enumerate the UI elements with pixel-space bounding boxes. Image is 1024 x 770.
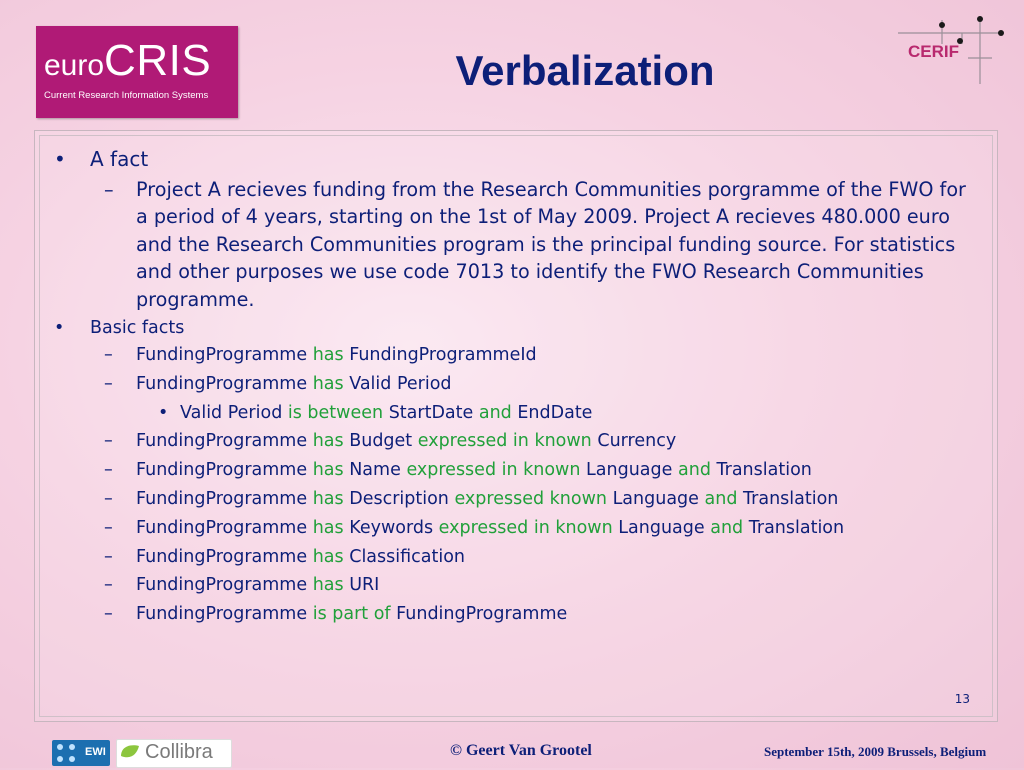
list-item: – FundingProgramme has Description expressed known Language and Translation xyxy=(40,485,992,514)
list-item: – FundingProgramme has Classification xyxy=(40,543,992,572)
list-item: – FundingProgramme has Valid Period xyxy=(40,370,992,399)
ewi-logo xyxy=(52,740,110,766)
eurocris-logo xyxy=(36,26,238,118)
list-item: – FundingProgramme has Budget expressed in known Currency xyxy=(40,427,992,456)
slide-title: Verbalization xyxy=(455,47,715,94)
bullet-icon: • xyxy=(158,402,169,423)
dash-icon: – xyxy=(104,373,113,394)
footer-date-place: September 15th, 2009 Brussels, Belgium xyxy=(764,744,987,759)
bullet-icon: • xyxy=(54,318,65,339)
cerif-logo-text: CERIF xyxy=(908,42,959,61)
dash-icon: – xyxy=(104,604,113,625)
list-item-sub: • Valid Period is between StartDate and EndDate xyxy=(40,399,992,428)
dash-icon: – xyxy=(104,178,114,201)
content-panel xyxy=(34,130,998,722)
dash-icon: – xyxy=(104,517,113,538)
ewi-logo-text: EWI xyxy=(85,746,106,758)
list-item: – FundingProgramme has Keywords expressed in known Language and Translation xyxy=(40,514,992,543)
dash-icon: – xyxy=(104,345,113,366)
list-item-fact-text: – Project A recieves funding from the Research Communities porgramme of the FWO for a period of 4 years, starting on the 1st of May 2009. Project A recieves 480.000 euro and the Research Communities program is the principal funding source. For statistics and other purposes we use code 7013 to identify the FWO Research Communities programme. xyxy=(104,178,966,311)
content-inner-frame xyxy=(39,135,993,717)
dash-icon: – xyxy=(104,546,113,567)
dash-icon: – xyxy=(104,489,113,510)
eurocris-logo-text: euroCRIS xyxy=(44,36,212,85)
bullet-icon: • xyxy=(54,147,66,171)
page-number: 13 xyxy=(954,692,970,706)
list-item-fact: • A fact xyxy=(54,147,149,171)
list-item-basic-facts: • Basic facts xyxy=(40,316,992,341)
collibra-logo-text: Collibra xyxy=(145,741,213,763)
list-item: – FundingProgramme is part of FundingProgramme xyxy=(40,600,992,629)
list-item: – FundingProgramme has Name expressed in known Language and Translation xyxy=(40,456,992,485)
snowflake-icon xyxy=(52,740,84,766)
leaf-icon xyxy=(117,740,143,766)
bullet-list xyxy=(40,146,992,629)
list-item: – FundingProgramme has URI xyxy=(40,571,992,600)
cerif-logo xyxy=(898,14,1010,88)
dash-icon: – xyxy=(104,431,113,452)
list-item: – FundingProgramme has FundingProgrammeId xyxy=(40,341,992,370)
collibra-logo xyxy=(116,739,232,768)
eurocris-logo-subtitle: Current Research Information Systems xyxy=(44,90,209,101)
dash-icon: – xyxy=(104,460,113,481)
footer-copyright: © Geert Van Grootel xyxy=(450,742,592,759)
dash-icon: – xyxy=(104,575,113,596)
